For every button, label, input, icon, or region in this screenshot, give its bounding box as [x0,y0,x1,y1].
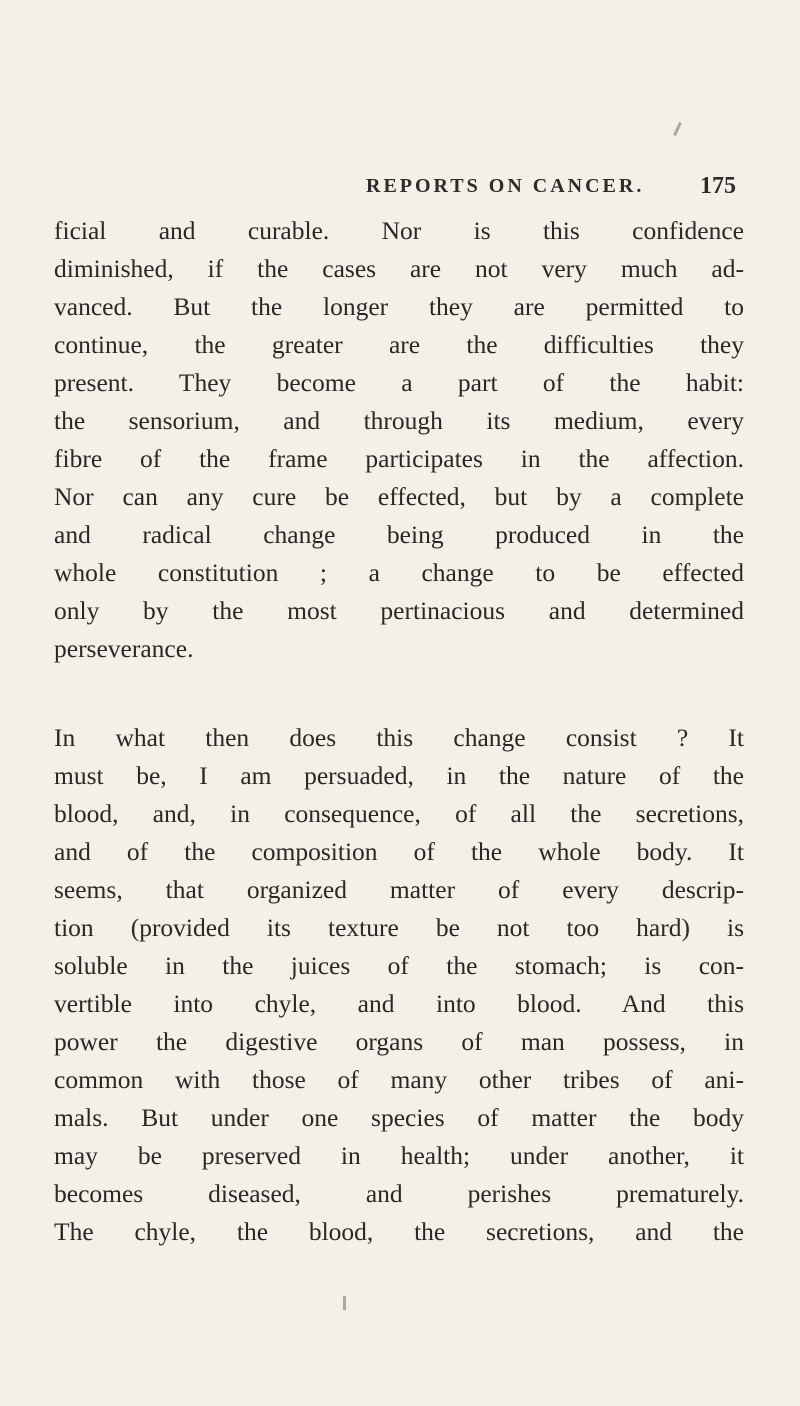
text-line: The chyle, the blood, the secretions, and the [54,1217,744,1246]
text-line: becomes diseased, and perishes prematurely. [54,1179,744,1208]
text-line: In what then does this change consist ? It [54,723,744,752]
text-line: blood, and, in consequence, of all the secretions, [54,799,744,828]
text-line: may be preserved in health; under another, it [54,1141,744,1170]
text-line: tion (provided its texture be not too hard) is [54,913,744,942]
text-line: Nor can any cure be effected, but by a complete [54,482,744,511]
text-line: present. They become a part of the habit: [54,368,744,397]
page-number: 175 [700,173,736,199]
running-head [54,175,744,215]
paragraph-2 [54,719,744,1251]
text-line: fibre of the frame participates in the affection. [54,444,744,473]
ink-mark [343,1296,346,1310]
text-line: only by the most pertinacious and determined [54,596,744,625]
paragraph-1 [54,212,744,668]
text-line: mals. But under one species of matter the body [54,1103,744,1132]
text-line: must be, I am persuaded, in the nature of the [54,761,744,790]
text-line: and radical change being produced in the [54,520,744,549]
text-line: common with those of many other tribes of ani- [54,1065,744,1094]
text-line: diminished, if the cases are not very much ad- [54,254,744,283]
text-line: soluble in the juices of the stomach; is con- [54,951,744,980]
text-line: ficial and curable. Nor is this confidence [54,216,744,245]
text-line: seems, that organized matter of every descrip- [54,875,744,904]
text-line: continue, the greater are the difficulties they [54,330,744,359]
running-head-title: REPORTS ON CANCER. [366,175,645,197]
text-line: the sensorium, and through its medium, every [54,406,744,435]
text-line: power the digestive organs of man possess, in [54,1027,744,1056]
text-line: whole constitution ; a change to be effected [54,558,744,587]
text-line: vanced. But the longer they are permitted to [54,292,744,321]
text-line: vertible into chyle, and into blood. And this [54,989,744,1018]
text-line: and of the composition of the whole body. It [54,837,744,866]
text-line: perseverance. [54,634,194,663]
ink-mark [673,122,682,136]
